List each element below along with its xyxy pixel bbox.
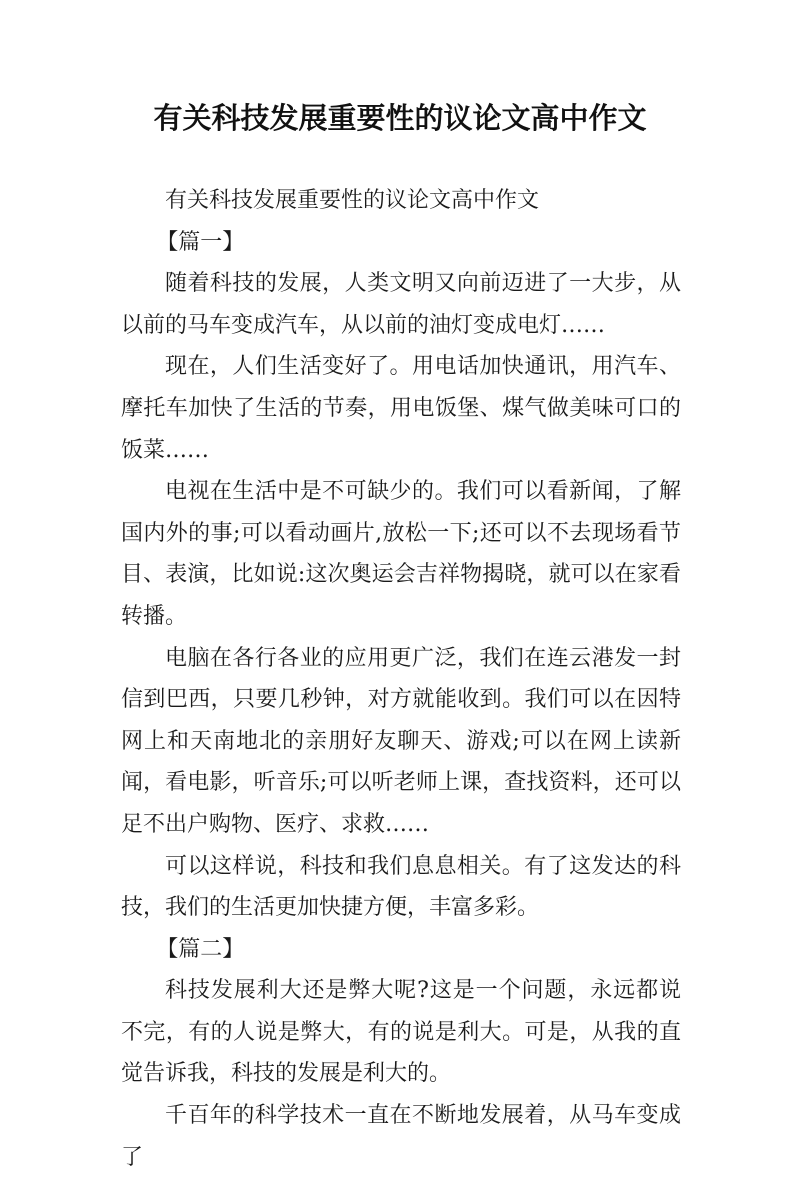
document-title: 有关科技发展重要性的议论文高中作文 bbox=[153, 101, 647, 135]
section-heading-2: 【篇二】 bbox=[156, 936, 245, 962]
paragraph: 千百年的科学技术一直在不断地发展着，从马车变成了 bbox=[121, 1103, 681, 1170]
paragraph: 电脑在各行各业的应用更广泛，我们在连云港发一封信到巴西，只要几秒钟，对方就能收到。我们可以在因特网上和天南地北的亲朋好友聊天、游戏;可以在网上读新闻，看电影，听音乐;可以听老师上课，查找资料，还可以足不出户购物、医疗、求救…… bbox=[121, 645, 681, 837]
document-body bbox=[121, 180, 681, 1178]
paragraph: 现在，人们生活变好了。用电话加快通讯，用汽车、摩托车加快了生活的节奏，用电饭堡、煤气做美味可口的饭菜…… bbox=[121, 354, 681, 463]
paragraph: 电视在生活中是不可缺少的。我们可以看新闻，了解国内外的事;可以看动画片,放松一下;还可以不去现场看节目、表演，比如说:这次奥运会吉祥物揭晓，就可以在家看转播。 bbox=[121, 479, 681, 629]
paragraph: 科技发展利大还是弊大呢?这是一个问题，永远都说不完，有的人说是弊大，有的说是利大。可是，从我的直觉告诉我，科技的发展是利大的。 bbox=[121, 978, 681, 1087]
paragraph: 可以这样说，科技和我们息息相关。有了这发达的科技，我们的生活更加快捷方便，丰富多彩。 bbox=[121, 853, 681, 921]
subtitle-paragraph: 有关科技发展重要性的议论文高中作文 bbox=[165, 188, 540, 213]
paragraph: 随着科技的发展，人类文明又向前迈进了一大步，从以前的马车变成汽车，从以前的油灯变成电灯…… bbox=[121, 271, 681, 338]
section-heading-1: 【篇一】 bbox=[156, 229, 245, 255]
